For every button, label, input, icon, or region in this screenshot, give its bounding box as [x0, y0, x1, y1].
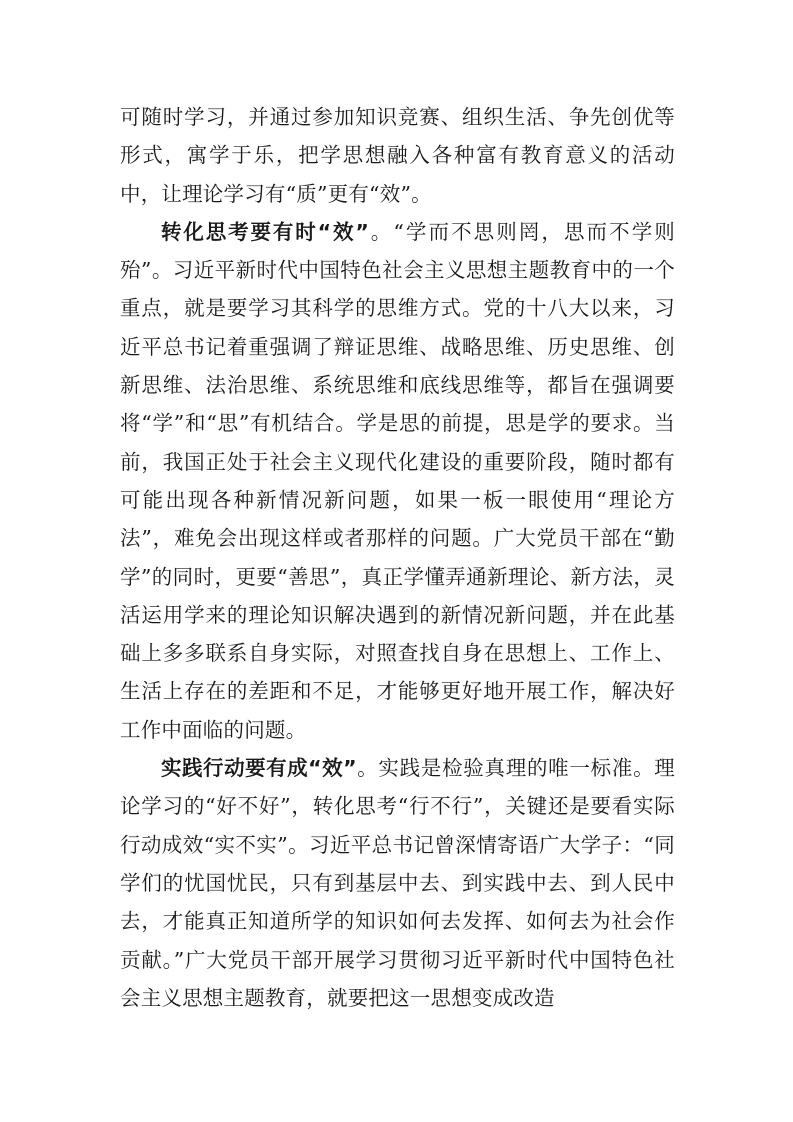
paragraph-practice — [120, 749, 675, 1017]
paragraph-heading: 转化思考要有时“效” — [161, 219, 369, 244]
paragraph-thinking — [120, 213, 675, 749]
document-page — [120, 98, 675, 1017]
paragraph-text: 。实践是检验真理的唯一标准。理论学习的“好不好”，转化思考“行不行”，关键还是要看实际行动成效“实不实”。习近平总书记曾深情寄语广大学子：“同学们的忧国忧民，只有到基层中去、到实践中去、到人民中去，才能真正知道所学的知识如何去发挥、如何去为社会作贡献。”广大党员干部开展学习贯彻习近平新时代中国特色社会主义思想主题教育，就要把这一思想变成改造 — [120, 756, 675, 1010]
paragraph-text: 。“学而不思则罔，思而不学则殆”。习近平新时代中国特色社会主义思想主题教育中的一个重点，就是要学习其科学的思维方式。党的十八大以来，习近平总书记着重强调了辩证思维、战略思维、历史思维、创新思维、法治思维、系统思维和底线思维等，都旨在强调要将“学”和“思”有机结合。学是思的前提，思是学的要求。当前，我国正处于社会主义现代化建设的重要阶段，随时都有可能出现各种新情况新问题，如果一板一眼使用“理论方法”，难免会出现这样或者那样的问题。广大党员干部在“勤学”的同时，更要“善思”，真正学懂弄通新理论、新方法，灵活运用学来的理论知识解决遇到的新情况新问题，并在此基础上多多联系自身实际，对照查找自身在思想上、工作上、生活上存在的差距和不足，才能够更好地开展工作，解决好工作中面临的问题。 — [120, 219, 676, 742]
paragraph-heading: 实践行动要有成“效” — [161, 756, 357, 781]
paragraph-text: 可随时学习，并通过参加知识竞赛、组织生活、争先创优等形式，寓学于乐，把学思想融入各种富有教育意义的活动中，让理论学习有“质”更有“效”。 — [120, 105, 675, 206]
paragraph-continuation — [120, 98, 675, 213]
